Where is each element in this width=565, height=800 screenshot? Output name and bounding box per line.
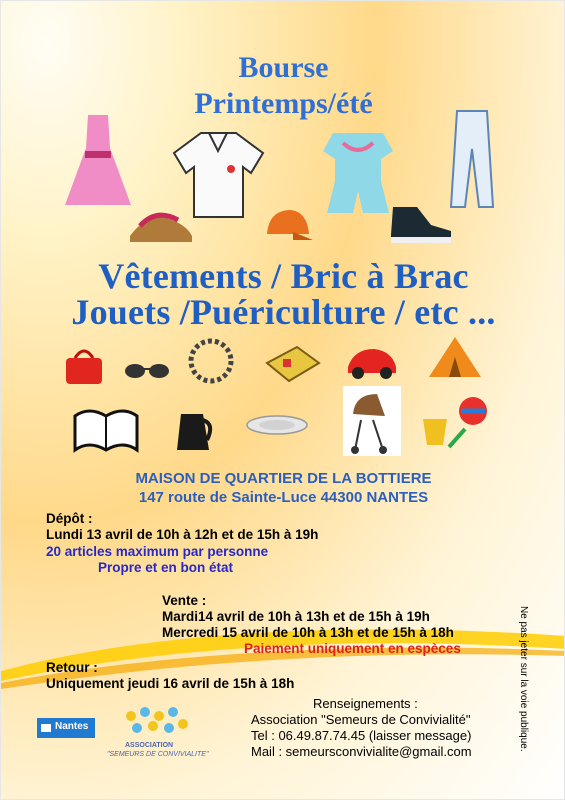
toy-car-icon: [344, 341, 400, 381]
child-romper-icon: [319, 129, 397, 217]
association-logo-line-1: ASSOCIATION: [125, 742, 174, 749]
red-handbag-icon: [63, 344, 105, 386]
sunglasses-icon: [123, 359, 171, 381]
association-logo: [107, 706, 207, 761]
info-association: Association "Semeurs de Convivialité": [251, 712, 471, 727]
vertical-disposal-note: Ne pas jeter sur la voie publique.: [518, 606, 529, 752]
deposit-rule-condition: Propre et en bon état: [98, 560, 234, 575]
kettle-icon: [171, 406, 215, 454]
title-line-1: Bourse: [238, 51, 329, 84]
pink-dress-icon: [63, 113, 133, 208]
sale-day-1: Mardi14 avril de 10h à 13h et de 15h à 19h: [162, 609, 430, 624]
info-heading: Renseignements :: [313, 696, 418, 711]
payment-note: Paiement uniquement en espèces: [244, 641, 461, 656]
sale-label: Vente :: [162, 593, 207, 608]
jeans-icon: [447, 109, 497, 209]
info-mail: Mail : semeursconvivialite@gmail.com: [251, 744, 472, 759]
plate-icon: [245, 413, 309, 437]
stroller-icon: [343, 386, 401, 456]
venue-address: 147 route de Sainte-Luce 44300 NANTES: [138, 489, 429, 506]
info-phone: Tel : 06.49.87.74.45 (laisser message): [251, 728, 472, 743]
sandal-icon: [126, 196, 196, 246]
subtitle-line-1: Vêtements / Bric à Brac: [98, 256, 469, 296]
tent-icon: [425, 333, 485, 381]
return-label: Retour :: [46, 660, 98, 675]
association-smileys-graphic: [107, 706, 207, 740]
nantes-logo: [37, 718, 95, 738]
necklace-icon: [185, 335, 237, 387]
sale-day-2: Mercredi 15 avril de 10h à 13h et de 15h à 18h: [162, 625, 454, 640]
deposit-rule-articles: 20 articles maximum par personne: [46, 544, 269, 559]
association-logo-line-2: "SEMEURS DE CONVIVIALITE": [107, 751, 209, 758]
open-book-icon: [71, 406, 141, 454]
venue-name: MAISON DE QUARTIER DE LA BOTTIERE: [135, 470, 432, 487]
board-game-icon: [263, 341, 323, 385]
deposit-date: Lundi 13 avril de 10h à 12h et de 15h à 19h: [46, 527, 319, 542]
orange-cap-icon: [263, 206, 313, 244]
nantes-logo-text: Nantes: [55, 721, 89, 732]
nantes-logo-mark: [41, 724, 51, 732]
subtitle-line-2: Jouets /Puériculture / etc ...: [71, 292, 496, 332]
title-line-2: Printemps/été: [194, 87, 373, 120]
return-date: Uniquement jeudi 16 avril de 15h à 18h: [46, 676, 295, 691]
beach-toys-icon: [413, 389, 491, 451]
deposit-label: Dépôt :: [46, 511, 93, 526]
sneaker-icon: [387, 199, 455, 247]
